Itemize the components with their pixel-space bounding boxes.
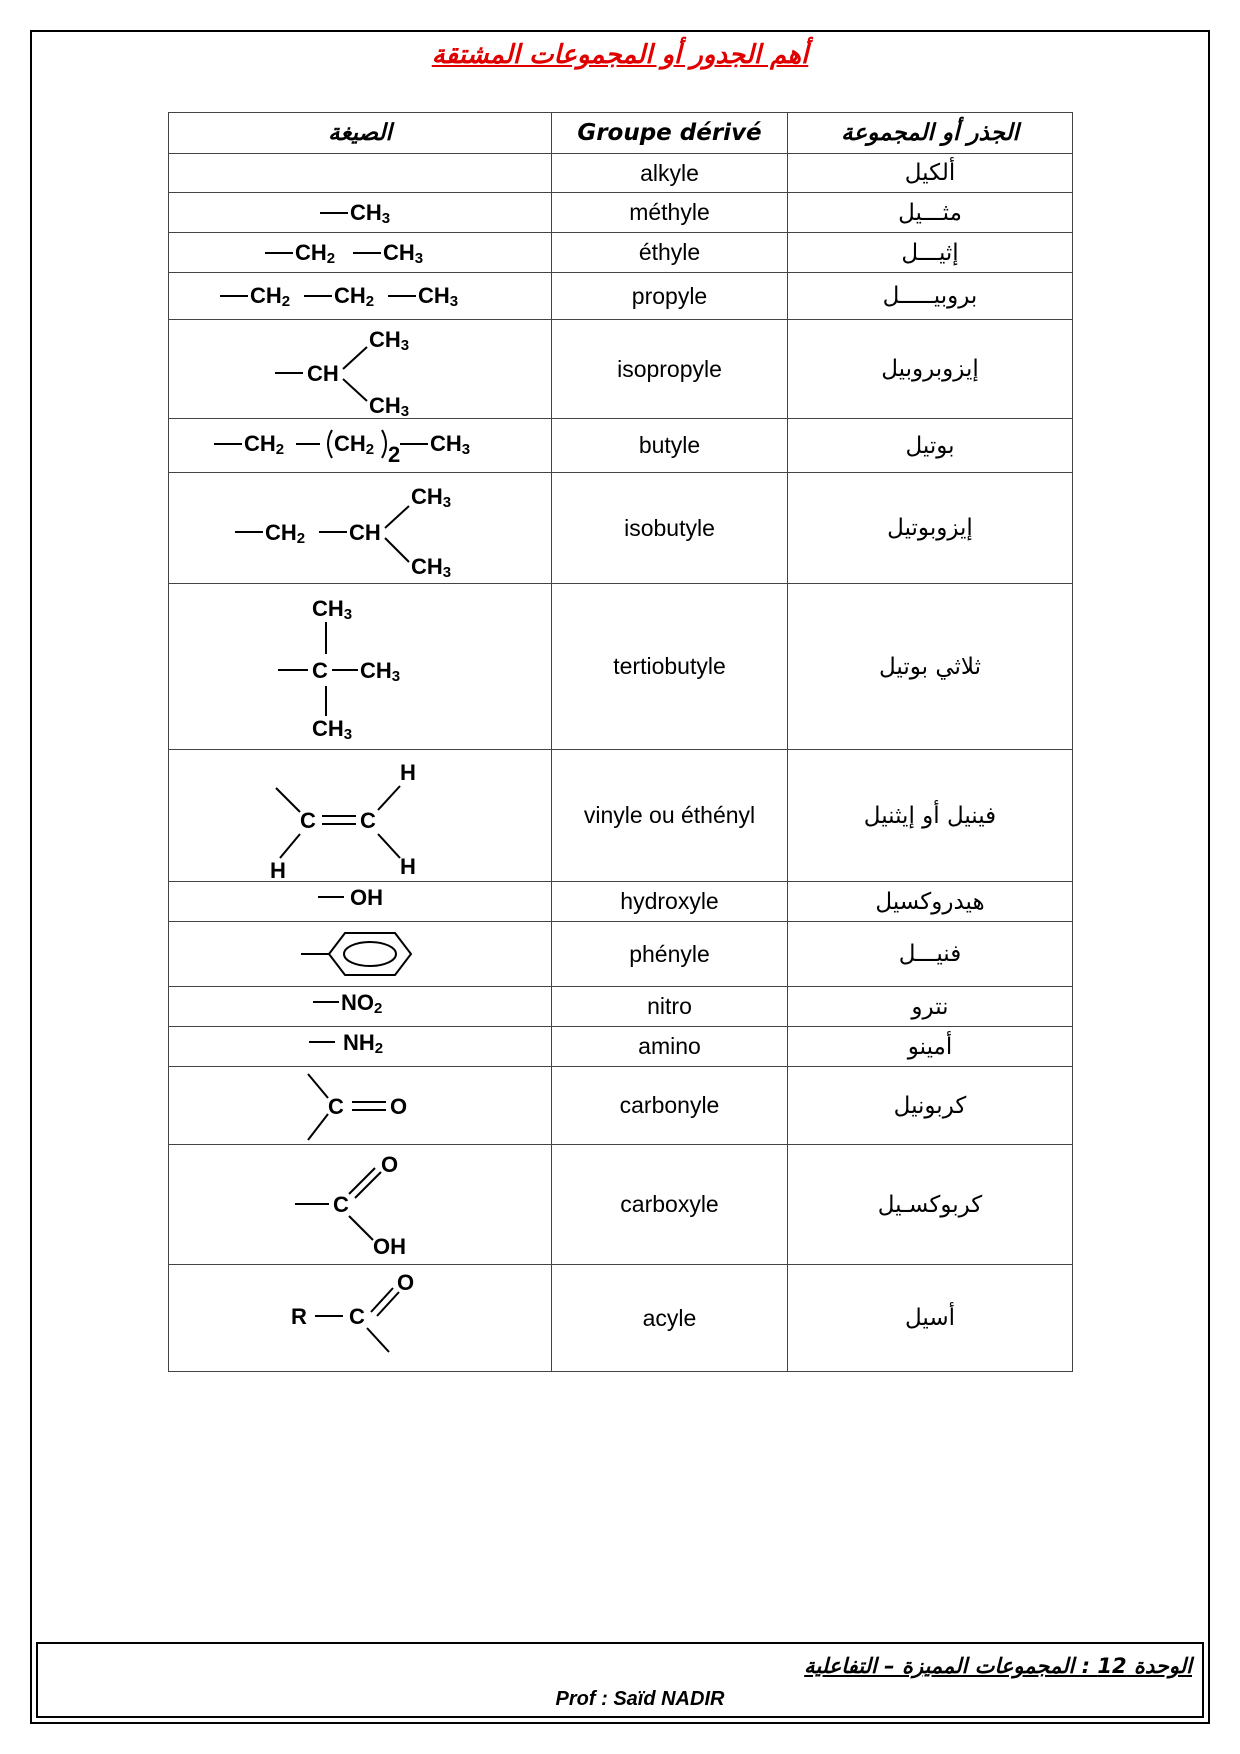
derived-group-name: isopropyle: [552, 320, 788, 419]
derived-group-name: tertiobutyle: [552, 584, 788, 750]
svg-text:CH3: CH3: [418, 283, 459, 310]
table-row: [169, 273, 1073, 320]
formula-isopropyl: [169, 320, 552, 419]
svg-text:H: H: [400, 759, 416, 785]
svg-text:CH2: CH2: [334, 430, 375, 458]
table-row: [169, 882, 1073, 922]
radical-name: بوتيل: [788, 419, 1073, 473]
table-row: [169, 233, 1073, 273]
formula-acyl: [169, 1265, 552, 1372]
svg-text:C: C: [360, 807, 376, 833]
svg-text:NH2: NH2: [343, 1029, 384, 1057]
table-row: [169, 922, 1073, 987]
formula-carboxyl: [169, 1145, 552, 1265]
radical-name: بروبيـــــل: [788, 273, 1073, 320]
svg-text:NO2: NO2: [341, 989, 383, 1017]
formula-isobutyl: [169, 473, 552, 584]
formula-hydroxyl: [169, 882, 552, 922]
radical-name: إثيـــل: [788, 233, 1073, 273]
carboxyl-structure: [285, 1150, 435, 1260]
derived-group-name: méthyle: [552, 193, 788, 233]
header-formula: الصيغة: [169, 113, 552, 154]
svg-text:H: H: [400, 853, 416, 879]
derived-groups-table: [168, 112, 1073, 1372]
table-row: [169, 1067, 1073, 1145]
tertiobutyl-structure: [270, 592, 450, 742]
radical-name: ثلاثي بوتيل: [788, 584, 1073, 750]
radical-name: أمينو: [788, 1027, 1073, 1067]
radical-name: أسيل: [788, 1265, 1073, 1372]
derived-group-name: vinyle ou éthényl: [552, 750, 788, 882]
table-row: [169, 154, 1073, 193]
formula-phenyl: [169, 922, 552, 987]
derived-group-name: amino: [552, 1027, 788, 1067]
isobutyl-structure: [225, 478, 495, 581]
methyl-structure: [300, 198, 420, 228]
footer-box: [36, 1642, 1204, 1718]
svg-text:CH3: CH3: [312, 715, 353, 743]
derived-group-name: nitro: [552, 987, 788, 1027]
svg-text:CH3: CH3: [430, 430, 471, 458]
svg-text:H: H: [270, 857, 286, 883]
svg-text:OH: OH: [373, 1233, 406, 1259]
svg-text:O: O: [397, 1270, 415, 1295]
table-row: [169, 1265, 1073, 1372]
svg-text:CH3: CH3: [369, 393, 410, 420]
radical-name: فنيـــل: [788, 922, 1073, 987]
svg-text:CH3: CH3: [383, 239, 424, 267]
derived-group-name: éthyle: [552, 233, 788, 273]
nitro-structure: [305, 989, 415, 1022]
acyl-structure: [285, 1268, 435, 1368]
derived-group-name: phényle: [552, 922, 788, 987]
derived-group-name: carboxyle: [552, 1145, 788, 1265]
formula-butyl: [169, 419, 552, 473]
derived-group-name: alkyle: [552, 154, 788, 193]
radical-name: فينيل أو إيثنيل: [788, 750, 1073, 882]
svg-text:C: C: [328, 1093, 344, 1119]
table-row: [169, 1027, 1073, 1067]
table-row: [169, 473, 1073, 584]
radical-name: إيزوبروبيل: [788, 320, 1073, 419]
table-row: [169, 584, 1073, 750]
isopropyl-structure: [265, 321, 455, 420]
svg-text:C: C: [312, 657, 328, 683]
radical-name: ألكيل: [788, 154, 1073, 193]
radical-name: هيدروكسيل: [788, 882, 1073, 922]
svg-text:CH2: CH2: [250, 283, 291, 310]
header-radical: الجذر أو المجموعة: [788, 113, 1073, 154]
formula-carbonyl: [169, 1067, 552, 1145]
svg-text:CH: CH: [307, 361, 339, 386]
vinyl-structure: [270, 754, 450, 883]
phenyl-ring-icon: [295, 929, 425, 979]
formula-ethyl: [169, 233, 552, 273]
formula-amino: [169, 1027, 552, 1067]
svg-text:CH3: CH3: [369, 327, 410, 354]
svg-text:2: 2: [388, 441, 401, 467]
formula-nitro: [169, 987, 552, 1027]
radical-name: مثـــيل: [788, 193, 1073, 233]
svg-text:OH: OH: [350, 884, 383, 910]
svg-text:C: C: [333, 1191, 349, 1217]
svg-text:CH3: CH3: [360, 657, 401, 685]
radical-name: كربوكسـيل: [788, 1145, 1073, 1265]
derived-group-name: isobutyle: [552, 473, 788, 584]
svg-text:C: C: [300, 807, 316, 833]
table-row: [169, 193, 1073, 233]
derived-group-name: carbonyle: [552, 1067, 788, 1145]
table-row: [169, 320, 1073, 419]
svg-text:C: C: [349, 1304, 365, 1329]
formula-vinyl: [169, 750, 552, 882]
svg-text:CH2: CH2: [265, 520, 306, 547]
page-title: أهم الجدور أو المجموعات المشتقة: [431, 40, 809, 70]
svg-text:CH: CH: [349, 520, 381, 545]
svg-text:O: O: [381, 1151, 399, 1177]
table-header-row: [169, 113, 1073, 154]
svg-text:CH2: CH2: [295, 239, 336, 267]
formula-methyl: [169, 193, 552, 233]
svg-text:CH2: CH2: [334, 283, 375, 310]
derived-group-name: butyle: [552, 419, 788, 473]
derived-group-name: propyle: [552, 273, 788, 320]
svg-text:CH3: CH3: [411, 484, 452, 511]
svg-text:CH3: CH3: [350, 199, 391, 227]
table-row: [169, 419, 1073, 473]
hydroxyl-structure: [310, 884, 410, 917]
radical-name: نترو: [788, 987, 1073, 1027]
propyl-structure: [210, 281, 510, 311]
ethyl-structure: [255, 238, 465, 268]
svg-text:CH3: CH3: [312, 595, 353, 623]
carbonyl-structure: [300, 1070, 420, 1142]
svg-text:O: O: [390, 1093, 408, 1119]
table-row: [169, 1145, 1073, 1265]
derived-group-name: acyle: [552, 1265, 788, 1372]
derived-group-name: hydroxyle: [552, 882, 788, 922]
footer-unit-title: الوحدة 12 : المجموعات المميزة – التفاعلية: [804, 1654, 1192, 1678]
formula-propyl: [169, 273, 552, 320]
table-row: [169, 987, 1073, 1027]
svg-text:CH3: CH3: [411, 554, 452, 581]
formula-tertiobutyl: [169, 584, 552, 750]
formula-alkyl: [169, 154, 552, 193]
footer-author: Prof : Saïd NADIR: [555, 1688, 725, 1710]
radical-name: كربونيل: [788, 1067, 1073, 1145]
svg-text:CH2: CH2: [244, 430, 285, 458]
amino-structure: [305, 1029, 415, 1062]
table-row: [169, 750, 1073, 882]
svg-text:R: R: [291, 1304, 307, 1329]
butyl-structure: [210, 426, 510, 466]
header-derived-group: Groupe dérivé: [552, 113, 788, 154]
radical-name: إيزوبوتيل: [788, 473, 1073, 584]
